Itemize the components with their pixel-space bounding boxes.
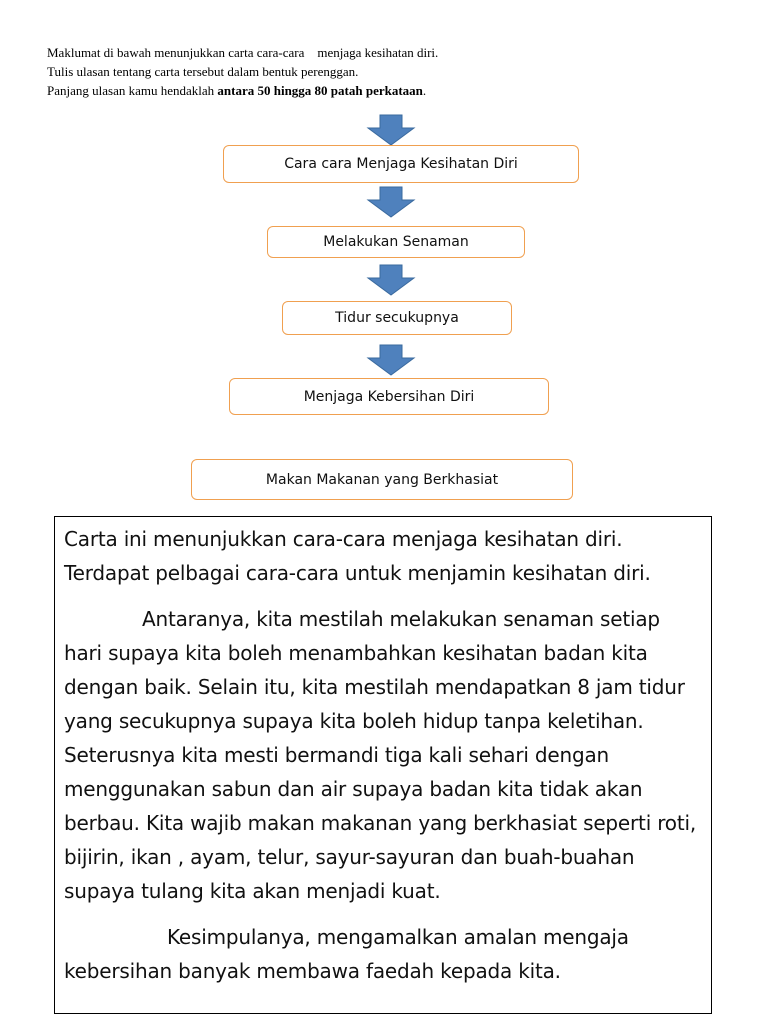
- essay-paragraph-intro: Carta ini menunjukkan cara-cara menjaga kesihatan diri. Terdapat pelbagai cara-cara untuk menjamin kesihatan diri.: [64, 527, 651, 585]
- essay-paragraph-body: Antaranya, kita mestilah melakukan senaman setiap hari supaya kita boleh menambahkan kesihatan badan kita dengan baik. Selain itu, kita mestilah mendapatkan 8 jam tidur yang secukupnya supaya kita boleh hidup tanpa keletihan. Seterusnya kita mesti bermandi tiga kali sehari dengan menggunakan sabun dan air supaya badan kita tidak akan berbau. Kita wajib makan makanan yang berkhasiat seperti roti, bijirin, ikan , ayam, telur, sayur-sayuran dan buah-buahan supaya tulang kita akan menjadi kuat.: [64, 607, 696, 903]
- flow-box-title: Cara cara Menjaga Kesihatan Diri: [223, 145, 579, 183]
- instruction-line-3-prefix: Panjang ulasan kamu hendaklah: [47, 83, 218, 98]
- instruction-line-3: [47, 81, 727, 100]
- flow-box-sleep: Tidur secukupnya: [282, 301, 512, 335]
- flow-box-exercise: Melakukan Senaman: [267, 226, 525, 258]
- down-arrow-icon: [366, 264, 416, 296]
- down-arrow-icon: [366, 114, 416, 146]
- instruction-line-3-suffix: .: [422, 83, 427, 98]
- instruction-line-1: Maklumat di bawah menunjukkan carta cara-cara menjaga kesihatan diri.: [47, 45, 439, 60]
- essay-answer-box: [54, 516, 712, 1014]
- down-arrow-icon: [366, 344, 416, 376]
- flow-box-nutrition: Makan Makanan yang Berkhasiat: [191, 459, 573, 500]
- flow-box-hygiene: Menjaga Kebersihan Diri: [229, 378, 549, 415]
- instructions: [47, 43, 727, 100]
- instruction-line-2: Tulis ulasan tentang carta tersebut dalam bentuk perenggan.: [47, 64, 359, 79]
- essay-paragraph-conclusion: Kesimpulanya, mengamalkan amalan mengaja kebersihan banyak membawa faedah kepada kita.: [64, 925, 629, 983]
- down-arrow-icon: [366, 186, 416, 218]
- instruction-word-limit: antara 50 hingga 80 patah perkataan: [217, 83, 423, 98]
